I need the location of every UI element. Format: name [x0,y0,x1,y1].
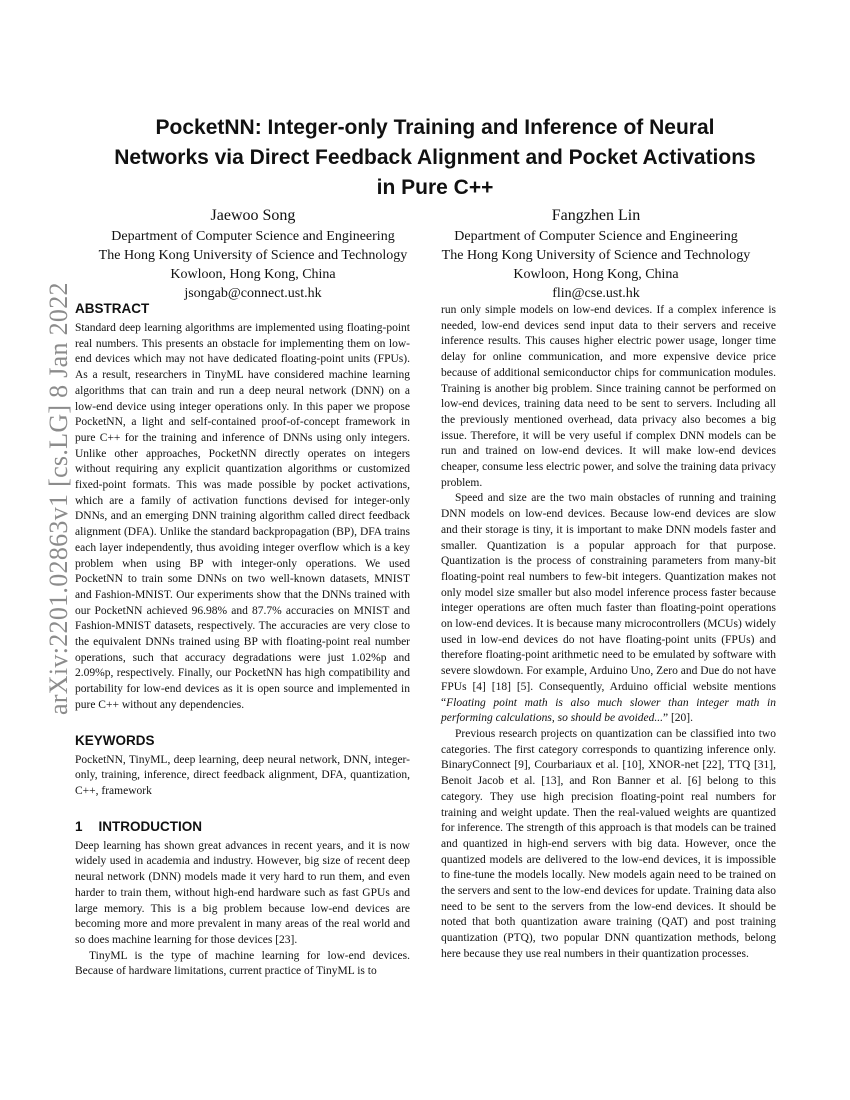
intro-paragraph-1: Deep learning has shown great advances in recent years, and it is now widely used in academia and industry. However, big size of recent deep neural network (DNN) models made it very hard to run them, and even harder to train them, without high-end hardware such as fast GPUs and large memory. This is a big problem because low-end devices are becoming more and more prevalent in many areas of the real world and so does machine learning for those devices [23]. [75,839,410,946]
author-location: Kowloon, Hong Kong, China [170,267,336,282]
body-paragraph-3: Previous research projects on quantization can be classified into two categories. The first category corresponds to quantizing inference only. BinaryConnect [9], Courbariaux et al. [10], XNOR-net [22], TTQ [31], Benoit Jacob et al. [13], and Ron Banner et al. [6] belong to this category. They use high precision floating-point real numbers for training and weight update. Then the real-valued weights are quantized for inference. The strength of this approach is that models can be trained and quantized in high-end servers with big data. However, once the quantized models are delivered to the low-end devices, it is impossible to fine-tune the models locally. New models again need to be trained on the servers and sent to the low-end devices for update. Training data also need to be sent to the servers from the low-end devices. It should be noted that both quantization aware training (QAT) and post training quantization (PTQ), two popular DNN quantization methods, belong here because they use real numbers in their quantization processes. [441,727,777,960]
author-block-1 [93,205,413,303]
section-number: 1 [75,818,83,834]
right-column [441,303,776,963]
author-name: Fangzhen Lin [551,207,641,224]
keywords-text: PocketNN, TinyML, deep learning, deep neural network, DNN, integer-only, training, inference, direct feedback alignment, DFA, quantization, C++, framework [75,753,410,797]
intro-paragraph-2: TinyML is the type of machine learning for low-end devices. Because of hardware limitations, current practice of TinyML is to [75,949,410,978]
abstract-heading: ABSTRACT [75,301,150,316]
author-department: Department of Computer Science and Engineering [454,229,738,244]
author-university: The Hong Kong University of Science and Technology [441,248,751,263]
keywords-section [75,732,410,800]
section-title: INTRODUCTION [98,818,203,834]
keywords-heading: KEYWORDS [75,732,155,748]
abstract-section [75,300,410,714]
author-name: Jaewoo Song [210,207,296,224]
introduction-section [75,818,410,980]
body-paragraph-2 [441,491,776,727]
paper-title: PocketNN: Integer-only Training and Inference of Neural Networks via Direct Feedback Alignment and Pocket Activations in Pure C++ [114,116,756,199]
author-block-2 [436,205,756,303]
arxiv-identifier[interactable]: arXiv:2201.02863v1 [cs.LG] 8 Jan 2022 [44,282,73,715]
author-email[interactable]: flin@cse.ust.hk [552,286,640,301]
introduction-heading [75,818,410,835]
author-location: Kowloon, Hong Kong, China [513,267,679,282]
author-department: Department of Computer Science and Engineering [111,229,395,244]
author-email[interactable]: jsongab@connect.ust.hk [184,286,322,301]
left-column [75,300,410,980]
arduino-quote: Floating point math is also much slower than integer math in performing calculations, so should be avoided... [441,696,776,725]
abstract-text: Standard deep learning algorithms are implemented using floating-point real numbers. This presents an obstacle for implementing them on low-end devices which may not have dedicated floating-point units (FPUs). As a result, researchers in TinyML have considered machine learning algorithms that can train and run a deep neural network (DNN) on a low-end device using integer operations only. In this paper we propose PocketNN, a light and self-contained proof-of-concept framework in pure C++ for the training and inference of DNNs using only integers. Unlike other approaches, PocketNN directly operates on integers without requiring any explicit quantization algorithms or customized fixed-point formats. This was made possible by pocket activations, which are a family of activation functions devised for integer-only DNNs, and an emerging DNN training algorithm called direct feedback alignment (DFA). Unlike the standard backpropagation (BP), DFA trains each layer independently, thus avoiding integer overflow which is a key problem when using BP with integer-only operations. We used PocketNN to train some DNNs on two well-known datasets, MNIST and Fashion-MNIST. Our experiments show that the DNNs trained with our PocketNN achieved 96.98% and 87.7% accuracies on MNIST and Fashion-MNIST datasets, respectively. The accuracies are very close to the equivalent DNNs trained using BP with floating-point real number operations, such that accuracy degradations were just 1.02%p and 2.09%p, respectively. Finally, our PocketNN has high compatibility and portability for low-end devices as it is open source and implemented in pure C++ without any dependencies. [75,322,410,711]
paragraph-text: ” [20]. [663,712,694,725]
body-paragraph-1: run only simple models on low-end devices. If a complex inference is needed, low-end devices send input data to their servers and receive inference results. This causes higher electric power usage, longer time delay for online communication, and more expensive device price because of additional semiconductor chips for communication modules. Training is another big problem. Since training cannot be performed on low-end devices, training data need to be sent to servers. Including all the previously mentioned overhead, data privacy also becomes a big issue. Therefore, it will be very useful if complex DNN models can be run and trained on low-end devices. It will make low-end devices cheaper, consume less electric power, and solve the training data privacy problem. [441,304,776,489]
paragraph-text: Speed and size are the two main obstacles of running and training DNN models on low-end devices. Because low-end devices are slow and their storage is tiny, it is important to make DNN models faster and smaller. Quantization is a popular approach for that purpose. Quantization is the process of constraining parameters from many-bit floating-point real numbers to few-bit integers. Quantization makes not only model size smaller but also model inference process faster because integer operations are often much faster than floating-point operations on low-end devices. It is because many microcontrollers (MCUs) widely used in low-end devices do not have floating-point units (FPUs) and therefore floating-point arithmetic need to be emulated by software with severe slowdown. For example, Arduino Uno, Zero and Due do not have FPUs [4] [18] [5]. Consequently, Arduino official website mentions “ [441,492,776,709]
author-university: The Hong Kong University of Science and Technology [98,248,408,263]
